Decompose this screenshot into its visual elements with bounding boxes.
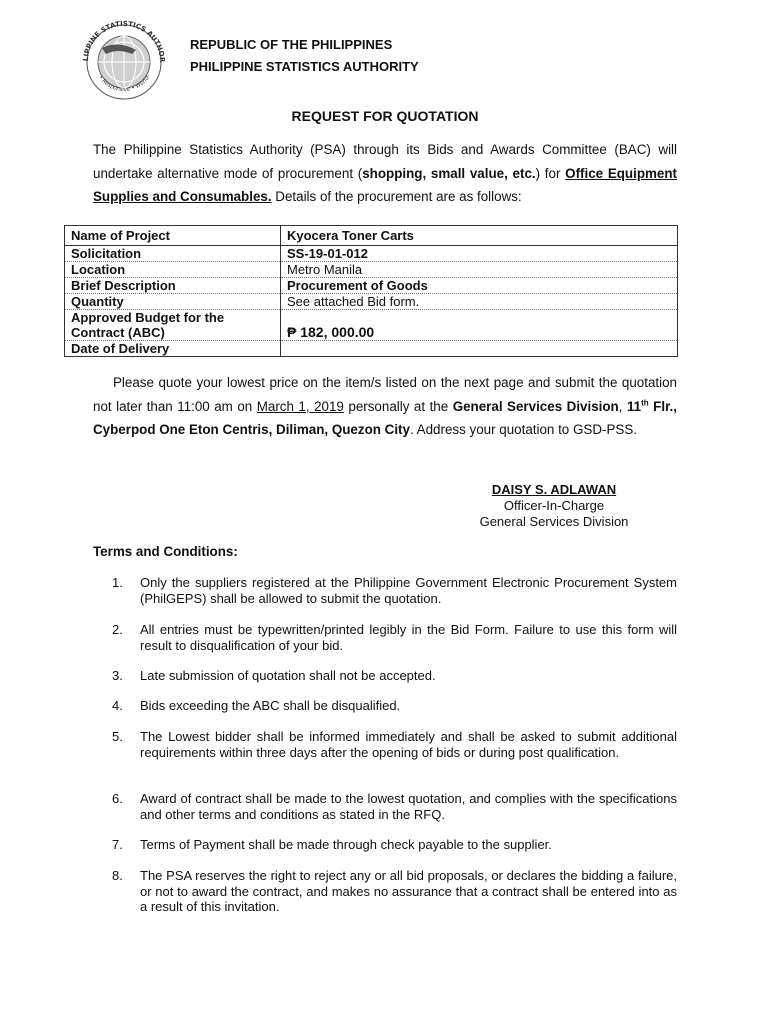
project-value: Kyocera Toner Carts xyxy=(281,226,678,246)
table-row xyxy=(65,262,678,278)
quantity-value: See attached Bid form. xyxy=(281,294,678,310)
list-item: 2. All entries must be typewritten/printed legibly in the Bid Form. Failure to use this form will result to disqualification of your bid. xyxy=(112,622,677,653)
delivery-date-value xyxy=(281,341,678,357)
org-line-1: REPUBLIC OF THE PHILIPPINES xyxy=(190,37,393,52)
procurement-subject: Office Equipment Supplies and Consumables. xyxy=(93,165,678,204)
signatory-position: Officer-In-Charge xyxy=(503,498,605,513)
list-item: 6. Award of contract shall be made to the lowest quotation, and complies with the specifications and other terms and conditions as stated in the RFQ. xyxy=(112,791,677,822)
document-title: REQUEST FOR QUOTATION xyxy=(291,108,479,124)
terms-heading: Terms and Conditions: xyxy=(93,544,238,559)
table-row xyxy=(65,341,678,357)
psa-seal-icon xyxy=(78,18,170,100)
table-row xyxy=(65,310,678,341)
list-item: 8. The PSA reserves the right to reject any or all bid proposals, or declares the bidding a failure, or not to award the contract, and makes no assurance that a contract shall be entered into as a result of this invitation. xyxy=(112,868,677,914)
org-line-2: PHILIPPINE STATISTICS AUTHORITY xyxy=(190,59,419,74)
signatory-block xyxy=(440,482,668,530)
delivery-date-label: Date of Delivery xyxy=(65,341,281,357)
brief-description-value: Procurement of Goods xyxy=(281,278,678,294)
signatory-office: General Services Division xyxy=(479,514,629,529)
procurement-details-table xyxy=(64,225,678,357)
table-row xyxy=(65,226,678,246)
deadline-date: March 1, 2019 xyxy=(256,398,344,414)
list-item: 7. Terms of Payment shall be made through check payable to the supplier. xyxy=(112,837,552,852)
table-row xyxy=(65,246,678,262)
quantity-label: Quantity xyxy=(65,294,281,310)
abc-value: ₱ 182, 000.00 xyxy=(281,310,678,341)
table-row xyxy=(65,278,678,294)
quotation-instructions: Please quote your lowest price on the item/s listed on the next page and submit the quotation not later than 11:00 am on March 1, 2019 personally at the General Services Division, 11th Flr., Cyberpod One Eton Centris, Diliman, Quezon City. Address your quotation to GSD-PSS. xyxy=(93,375,677,437)
solicitation-value: SS-19-01-012 xyxy=(281,246,678,262)
table-row xyxy=(65,294,678,310)
psa-logo xyxy=(78,18,170,100)
list-item: 1. Only the suppliers registered at the Philippine Government Electronic Procurement System (PhilGEPS) shall be allowed to submit the quotation. xyxy=(112,575,677,606)
location-value: Metro Manila xyxy=(281,262,678,278)
list-item: 5. The Lowest bidder shall be informed immediately and shall be asked to submit additional requirements within three days after the opening of bids or during post qualification. xyxy=(112,729,677,760)
intro-paragraph: The Philippine Statistics Authority (PSA) through its Bids and Awards Committee (BAC) will undertake alternative mode of procurement (shopping, small value, etc.) for Office Equipment Supplies and Consumables. Details of the procurement are as follows: xyxy=(93,142,678,204)
list-item: 3. Late submission of quotation shall not be accepted. xyxy=(112,668,436,683)
project-label: Name of Project xyxy=(65,226,281,246)
list-item: 4. Bids exceeding the ABC shall be disqualified. xyxy=(112,698,401,713)
logo-text: LIPPINE STATISTICS AUTHOR xyxy=(81,19,167,63)
logo-tagline: • Responsive • World- xyxy=(97,73,152,94)
signatory-name: DAISY S. ADLAWAN xyxy=(491,482,617,497)
abc-label: Approved Budget for the Contract (ABC) xyxy=(65,310,281,341)
brief-description-label: Brief Description xyxy=(65,278,281,294)
solicitation-label: Solicitation xyxy=(65,246,281,262)
location-label: Location xyxy=(65,262,281,278)
